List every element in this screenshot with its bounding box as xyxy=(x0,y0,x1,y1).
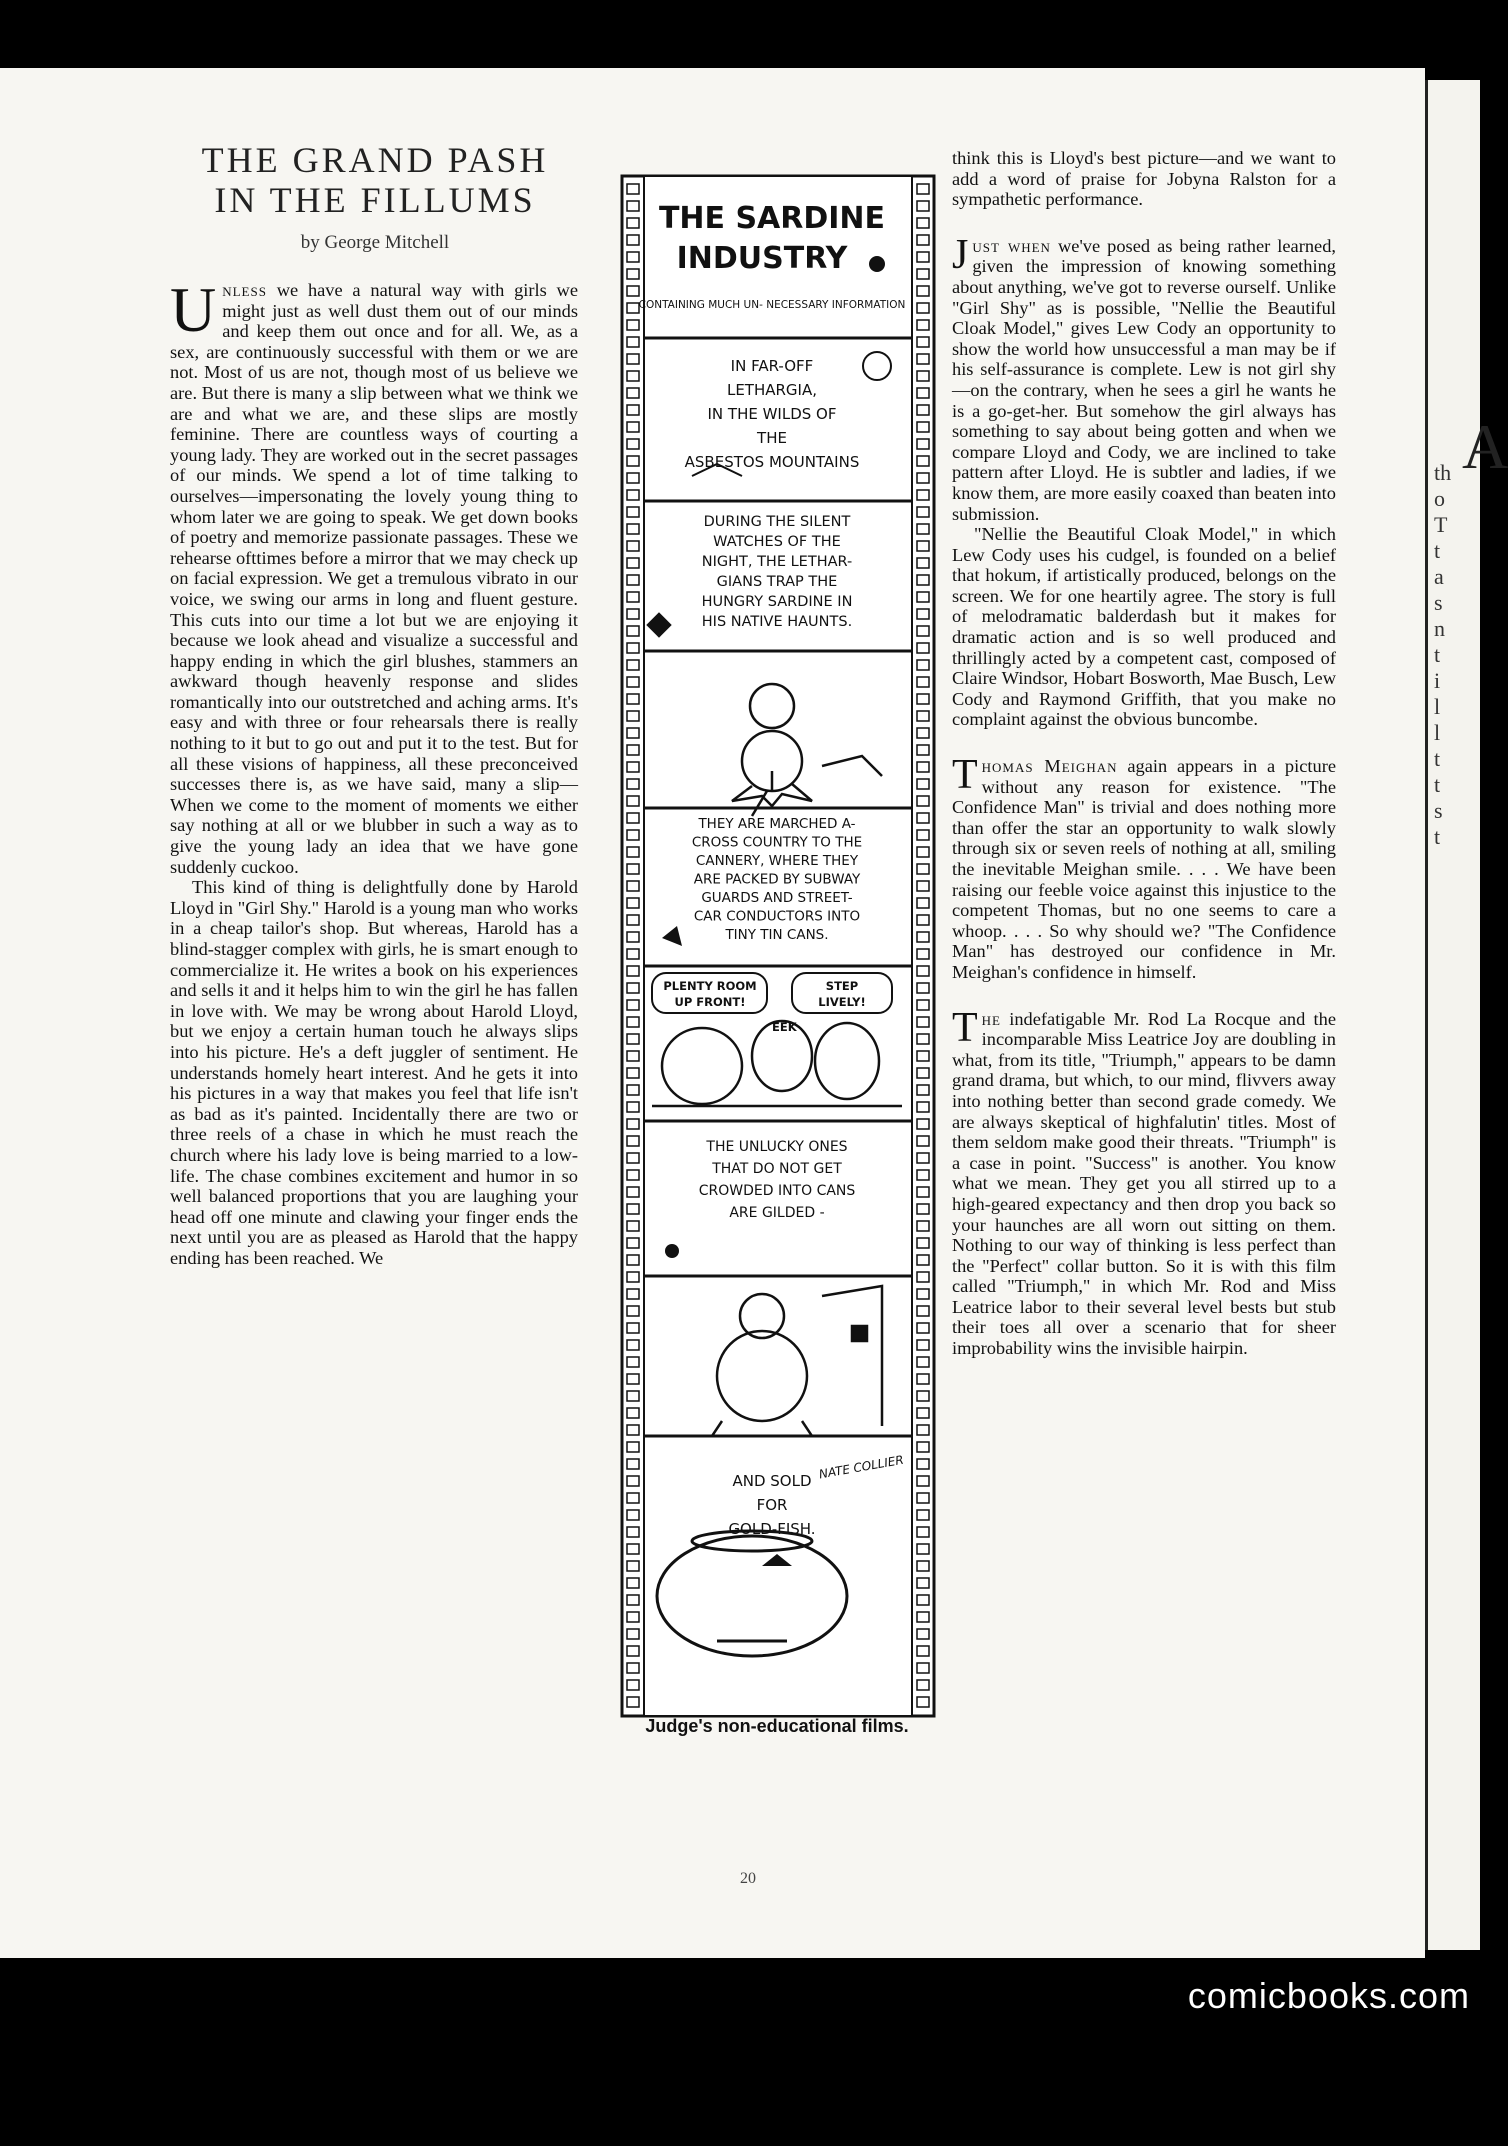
film-perforation xyxy=(627,728,639,738)
film-perforation xyxy=(917,269,929,279)
cartoon-caption-line: CANNERY, WHERE THEY xyxy=(695,853,859,869)
cartoon-film-strip xyxy=(622,176,934,2146)
cartoon-caption-line: AND SOLD xyxy=(732,1472,812,1490)
film-perforation xyxy=(917,1697,929,1707)
cartoon-caption-line: GIANS TRAP THE xyxy=(716,574,838,590)
paragraph: think this is Lloyd's best picture—and we want to add a word of praise for Jobyna Ralston for a sympathetic performance. xyxy=(952,148,1336,210)
film-perforation xyxy=(627,1000,639,1010)
cartoon-caption-line: THE xyxy=(757,429,787,447)
film-perforation xyxy=(627,1612,639,1622)
paragraph-text: we have a natural way with girls we might just as well dust them out of our minds and keep them out once and for all. We, as a sex, are continuously successful with them or we are not. Most of us are not, though most of us believe we are. But there is many a slip between what we think we are and what we are, and these slips are mostly feminine. There are countless ways of courting a young lady. They are worked out in the secret passages of our minds. We spend a lot of time talking to ourselves—impersonating the lovely young thing to whom later we are going to speak. We get down books of poetry and memorize passionate passages. These we rehearse ofttimes before a mirror that we may check up on facial expression. We get a tremulous vibrato in our voice, we swing our arms in long and fluent gesture. This cuts into our time a lot but we are enjoying it because we look ahead and visualize a successful and happy ending in which the girl blushes, stammers an awkward though heavenly response and slides romantically into our outstretched and aching arms. It's easy and with three or four rehearsals there is really nothing to it but to go out and put it to the test. But for all these visions of happiness, all these preconceived successes there is, as we have said, many a slip—When we come to the moment of moments we either say nothing at all or we blubber in such a way as to give the young lady an idea that we have gone suddenly cuckoo. xyxy=(170,280,578,877)
film-perforation xyxy=(627,456,639,466)
cartoon-caption-line: ASBESTOS MOUNTAINS xyxy=(684,453,860,471)
film-perforation xyxy=(627,1544,639,1554)
film-perforation xyxy=(627,1680,639,1690)
lead-in: he xyxy=(981,1008,1001,1029)
film-perforation xyxy=(917,1204,929,1214)
film-perforation xyxy=(627,1102,639,1112)
film-perforation xyxy=(627,303,639,313)
film-perforation xyxy=(917,1527,929,1537)
film-perforation xyxy=(917,1187,929,1197)
film-perforation xyxy=(627,422,639,432)
film-perforation xyxy=(627,1476,639,1486)
sun-icon xyxy=(665,1244,679,1258)
film-perforation xyxy=(917,1238,929,1248)
film-perforation xyxy=(917,405,929,415)
film-perforation xyxy=(917,1663,929,1673)
film-perforation xyxy=(917,235,929,245)
film-perforation xyxy=(627,286,639,296)
paragraph xyxy=(952,752,1336,983)
facing-page-edge xyxy=(1425,80,1508,1950)
film-perforation xyxy=(917,660,929,670)
cartoon-caption-line: ARE GILDED - xyxy=(729,1205,825,1221)
film-perforation xyxy=(917,626,929,636)
lead-in: ust when xyxy=(972,235,1051,256)
film-perforation xyxy=(627,1136,639,1146)
film-perforation xyxy=(917,184,929,194)
film-perforation xyxy=(917,1680,929,1690)
club-icon xyxy=(869,256,885,272)
film-perforation xyxy=(627,1663,639,1673)
film-perforation xyxy=(917,932,929,942)
film-perforation xyxy=(627,1646,639,1656)
film-perforation xyxy=(627,1510,639,1520)
film-perforation xyxy=(917,1017,929,1027)
cartoon-caption-line: IN FAR-OFF xyxy=(730,357,814,375)
film-perforation xyxy=(627,1561,639,1571)
cartoon-caption-line: CAR CONDUCTORS INTO xyxy=(693,908,861,925)
film-perforation xyxy=(917,1034,929,1044)
film-perforation xyxy=(627,320,639,330)
title-line-2: IN THE FILLUMS xyxy=(214,180,536,220)
film-perforation xyxy=(917,779,929,789)
film-perforation xyxy=(917,541,929,551)
film-perforation xyxy=(627,949,639,959)
cartoon-caption-line: CROSS COUNTRY TO THE xyxy=(691,834,863,851)
cartoon-caption-line: GOLD-FISH. xyxy=(728,1520,816,1538)
film-perforation xyxy=(917,609,929,619)
film-perforation xyxy=(627,575,639,585)
film-perforation xyxy=(917,915,929,925)
sound-effect-text: EEK xyxy=(772,1020,797,1034)
film-perforation xyxy=(917,711,929,721)
film-perforation xyxy=(917,1374,929,1384)
film-perforation xyxy=(917,490,929,500)
cartoonist-signature: NATE COLLIER xyxy=(817,1452,905,1482)
film-perforation xyxy=(917,371,929,381)
film-perforation xyxy=(917,796,929,806)
film-perforation xyxy=(917,983,929,993)
film-perforation xyxy=(627,490,639,500)
cartoon-caption-line: GUARDS AND STREET- xyxy=(701,890,853,906)
film-perforation xyxy=(627,983,639,993)
film-perforation xyxy=(917,1340,929,1350)
film-perforation xyxy=(627,1425,639,1435)
cartoon-caption-line: ARE PACKED BY SUBWAY xyxy=(693,871,861,888)
cartoon-caption-line: LIVELY! xyxy=(818,995,866,1009)
cartoon-caption-line: STEP xyxy=(825,979,859,993)
paragraph-text: indefatigable Mr. Rod La Rocque and the incomparable Miss Leatrice Joy are doubling in what, from its title, "Triumph," appears to be damn grand drama, but which, to our mind, flivvers away into nothing better than second grade comedy. We are always skeptical of highfalutin' titles. Most of them seldom make good their threats. "Triumph" is a case in point. "Success" is another. You know what we mean. They get you all stirred up to a high-geared expectancy and then drop you back so your haunches are all worn out sitting on them. Nothing to our way of thinking is less perfect than the "Perfect" collar button. So it is with this film called "Triumph," in which Mr. Rod and Miss Leatrice labor to their several level bests but stub their toes all over a scenario that for sheer improbability wins the invisible hairpin. xyxy=(952,1008,1336,1359)
column-left xyxy=(170,274,578,1269)
facing-page-text: th o T t a s n t i l l t t s t xyxy=(1434,460,1452,849)
film-perforation xyxy=(627,609,639,619)
film-perforation xyxy=(627,1221,639,1231)
film-perforation xyxy=(917,388,929,398)
film-perforation xyxy=(627,507,639,517)
film-perforation xyxy=(627,643,639,653)
drop-cap: T xyxy=(952,752,978,799)
film-perforation xyxy=(917,1629,929,1639)
film-perforation xyxy=(627,1289,639,1299)
site-watermark: comicbooks.com xyxy=(1187,1975,1470,2016)
film-perforation xyxy=(917,830,929,840)
film-perforation xyxy=(917,1119,929,1129)
film-perforation xyxy=(917,813,929,823)
cartoon-caption-line: TINY TIN CANS. xyxy=(725,927,829,943)
film-perforation xyxy=(917,881,929,891)
film-perforation xyxy=(917,1408,929,1418)
film-perforation xyxy=(627,660,639,670)
paragraph xyxy=(952,231,1336,524)
lead-in: homas Meighan xyxy=(981,756,1118,777)
film-perforation xyxy=(917,643,929,653)
film-perforation xyxy=(627,473,639,483)
cartoon-caption-line: NIGHT, THE LETHAR- xyxy=(701,554,853,570)
film-perforation xyxy=(627,1357,639,1367)
film-perforation xyxy=(627,405,639,415)
film-perforation xyxy=(917,456,929,466)
page-number: 20 xyxy=(740,1870,756,1887)
film-perforation xyxy=(627,1374,639,1384)
film-perforation xyxy=(627,932,639,942)
film-perforation xyxy=(917,1544,929,1554)
film-perforation xyxy=(627,1119,639,1129)
film-perforation xyxy=(917,1306,929,1316)
article-title xyxy=(170,140,580,220)
film-perforation xyxy=(627,1204,639,1214)
film-perforation xyxy=(627,1255,639,1265)
film-perforation xyxy=(627,796,639,806)
cartoon-caption-line: THE UNLUCKY ONES xyxy=(706,1139,848,1155)
film-perforation xyxy=(917,473,929,483)
film-perforation xyxy=(627,864,639,874)
film-perforation xyxy=(627,1578,639,1588)
drop-cap: U xyxy=(170,274,217,345)
cartoon-title-b: INDUSTRY xyxy=(676,241,848,276)
film-perforation xyxy=(627,1595,639,1605)
film-perforation xyxy=(627,1238,639,1248)
film-perforation xyxy=(917,1153,929,1163)
film-perforation xyxy=(917,1255,929,1265)
paragraph xyxy=(170,274,578,877)
film-perforation xyxy=(627,1306,639,1316)
film-perforation xyxy=(917,1476,929,1486)
film-perforation xyxy=(627,558,639,568)
cartoon-caption-line: DURING THE SILENT xyxy=(703,514,851,530)
film-perforation xyxy=(917,728,929,738)
film-perforation xyxy=(917,745,929,755)
film-perforation xyxy=(917,354,929,364)
film-perforation xyxy=(917,966,929,976)
film-perforation xyxy=(627,966,639,976)
title-line-1: THE GRAND PASH xyxy=(201,140,549,180)
film-perforation xyxy=(917,898,929,908)
paragraph: "Nellie the Beautiful Cloak Model," in which Lew Cody uses his cudgel, is founded on a belief that hokum, if artistically produced, belongs on the screen. We for one heartily agree. The story is full of melodramatic balderdash but it makes for dramatic action and is so well produced and thrillingly acted by a competent cast, composed of Claire Windsor, Hobart Bosworth, Mae Busch, Lew Cody and Raymond Griffith, that you make no complaint against the obvious buncombe. xyxy=(952,524,1336,730)
film-perforation xyxy=(627,694,639,704)
film-perforation xyxy=(917,507,929,517)
paragraph: This kind of thing is delightfully done by Harold Lloyd in "Girl Shy." Harold is a young man who works in a cheap tailor's shop. But whereas, Harold has a blind-stagger complex with girls, he is smart enough to commercialize it. He writes a book on his experiences and sells it and it helps him to win the girl he has fallen in love with. We may be wrong about Harold Lloyd, but we enjoy a certain human touch he always slips into his picture. He's a deft juggler of sentiment. He understands homely heart interest. And he gets it into his pictures in a way that makes you feel that life isn't as bad as it's painted. Incidentally there are two or three reels of a chase in which he must reach the church where his lady love is being married to a low-life. The chase combines excitement and humor in so well balanced proportions that you are laughing your head off one minute and clawing your finger ends the next until you are as pleased as Harold that the happy ending has been reached. We xyxy=(170,877,578,1268)
film-perforation xyxy=(627,1697,639,1707)
cartoon-caption-line: THEY ARE MARCHED A- xyxy=(698,816,856,832)
cartoon-caption-line: UP FRONT! xyxy=(674,995,746,1009)
film-perforation xyxy=(627,677,639,687)
film-perforation xyxy=(627,1187,639,1197)
film-perforation xyxy=(627,1629,639,1639)
film-perforation xyxy=(627,1085,639,1095)
paragraph xyxy=(952,1004,1336,1359)
cartoon-caption-line: IN THE WILDS OF xyxy=(707,405,837,423)
film-perforation xyxy=(627,1170,639,1180)
film-perforation xyxy=(627,813,639,823)
film-perforation xyxy=(627,915,639,925)
film-perforation xyxy=(627,235,639,245)
cartoon-caption-line: FOR xyxy=(756,1496,788,1514)
film-perforation xyxy=(917,422,929,432)
film-perforation xyxy=(917,1068,929,1078)
film-perforation xyxy=(917,1289,929,1299)
film-perforation xyxy=(917,439,929,449)
film-perforation xyxy=(917,1272,929,1282)
film-perforation xyxy=(917,575,929,585)
film-perforation xyxy=(627,541,639,551)
film-perforation xyxy=(917,1391,929,1401)
film-perforation xyxy=(917,1578,929,1588)
film-perforation xyxy=(627,711,639,721)
film-perforation xyxy=(627,201,639,211)
film-perforation xyxy=(917,303,929,313)
film-perforation xyxy=(917,1000,929,1010)
film-perforation xyxy=(917,1102,929,1112)
film-perforation xyxy=(627,1493,639,1503)
film-perforation xyxy=(917,218,929,228)
film-perforation xyxy=(627,779,639,789)
film-perforation xyxy=(917,1425,929,1435)
facing-page-letter: A xyxy=(1462,411,1508,482)
lead-in: nless xyxy=(222,280,267,300)
film-perforation xyxy=(917,1561,929,1571)
film-perforation xyxy=(917,1442,929,1452)
cartoon-caption-line: HIS NATIVE HAUNTS. xyxy=(701,614,853,630)
cartoon-caption-line: PLENTY ROOM xyxy=(663,979,757,993)
drop-cap: J xyxy=(952,231,969,278)
film-perforation xyxy=(627,252,639,262)
film-perforation xyxy=(627,1153,639,1163)
film-perforation xyxy=(917,337,929,347)
film-perforation xyxy=(627,898,639,908)
film-perforation xyxy=(627,1340,639,1350)
film-perforation xyxy=(917,1085,929,1095)
film-perforation xyxy=(917,864,929,874)
film-perforation xyxy=(917,762,929,772)
film-perforation xyxy=(627,1442,639,1452)
film-perforation xyxy=(917,286,929,296)
film-perforation xyxy=(917,1136,929,1146)
film-perforation xyxy=(627,830,639,840)
cartoon-title-a: THE SARDINE xyxy=(658,201,886,236)
film-perforation xyxy=(627,1017,639,1027)
film-perforation xyxy=(917,1595,929,1605)
film-perforation xyxy=(627,439,639,449)
cartoon-caption-line: LETHARGIA, xyxy=(726,381,818,399)
film-perforation xyxy=(917,558,929,568)
cartoon-caption-line: THAT DO NOT GET xyxy=(712,1161,842,1177)
film-perforation xyxy=(917,592,929,602)
film-perforation xyxy=(627,1034,639,1044)
byline: by George Mitchell xyxy=(300,232,450,253)
cartoon-caption-line: WATCHES OF THE xyxy=(713,534,841,550)
drop-cap: T xyxy=(952,1004,978,1051)
film-perforation xyxy=(917,1051,929,1061)
film-perforation xyxy=(917,252,929,262)
film-perforation xyxy=(917,201,929,211)
film-perforation xyxy=(917,320,929,330)
film-perforation xyxy=(917,1493,929,1503)
film-perforation xyxy=(627,184,639,194)
film-perforation xyxy=(917,1459,929,1469)
film-perforation xyxy=(627,354,639,364)
film-perforation xyxy=(627,218,639,228)
film-perforation xyxy=(627,1408,639,1418)
film-perforation xyxy=(917,1323,929,1333)
film-perforation xyxy=(917,847,929,857)
film-perforation xyxy=(917,1646,929,1656)
film-perforation xyxy=(627,626,639,636)
film-perforation xyxy=(627,388,639,398)
film-perforation xyxy=(627,1272,639,1282)
film-perforation xyxy=(917,1170,929,1180)
film-perforation xyxy=(627,1391,639,1401)
film-perforation xyxy=(627,371,639,381)
cartoon-caption-line: CROWDED INTO CANS xyxy=(698,1183,856,1199)
film-perforation xyxy=(917,1221,929,1231)
film-perforation xyxy=(627,762,639,772)
film-perforation xyxy=(627,1459,639,1469)
film-perforation xyxy=(627,337,639,347)
film-perforation xyxy=(627,1323,639,1333)
film-perforation xyxy=(917,524,929,534)
film-perforation xyxy=(627,524,639,534)
film-perforation xyxy=(627,1051,639,1061)
cartoon-subtitle: CONTAINING MUCH UN- NECESSARY INFORMATION xyxy=(638,299,906,311)
film-perforation xyxy=(627,881,639,891)
film-perforation xyxy=(627,847,639,857)
film-perforation xyxy=(917,1357,929,1367)
cartoon-caption-line: HUNGRY SARDINE IN xyxy=(701,594,853,610)
paragraph-text: we've posed as being rather learned, given the impression of knowing something about anything, we've got to reverse ourself. Unlike "Girl Shy" as is possible, "Nellie the Beautiful Cloak Model," gives Lew Cody an opportunity to show the world how unsuccessful a man may be if his self-assurance is complete. Lew is not girl shy—on the contrary, when he sees a girl he wants he is a go-get-her. But somehow the girl always has something to say about being gotten and when we compare Lloyd and Cody, we are inclined to take pattern after Lloyd. He is subtler and ladies, if we know them, are more easily coaxed than beaten into submission. xyxy=(952,235,1336,524)
column-right xyxy=(952,148,1336,1359)
film-perforation xyxy=(917,677,929,687)
cartoon-caption: Judge's non-educational films. xyxy=(645,1716,909,1736)
paragraph-text: again appears in a picture without any reason for existence. "The Confidence Man" is trivial and does nothing more than offer the star an opportunity to walk slowly through six or seven reels of nothing at all, smiling the inevitable Meighan smile. . . . We have been raising our feeble voice against this injustice to the competent Thomas, but no one seems to care a whoop. . . . So why should we? "The Confidence Man" has destroyed our confidence in Mr. Meighan's confidence in himself. xyxy=(952,756,1336,982)
film-perforation xyxy=(917,949,929,959)
film-perforation xyxy=(627,1527,639,1537)
film-perforation xyxy=(917,1510,929,1520)
film-perforation xyxy=(627,269,639,279)
film-perforation xyxy=(627,745,639,755)
film-perforation xyxy=(917,1612,929,1622)
film-perforation xyxy=(627,1068,639,1078)
film-perforation xyxy=(917,694,929,704)
film-perforation xyxy=(627,592,639,602)
